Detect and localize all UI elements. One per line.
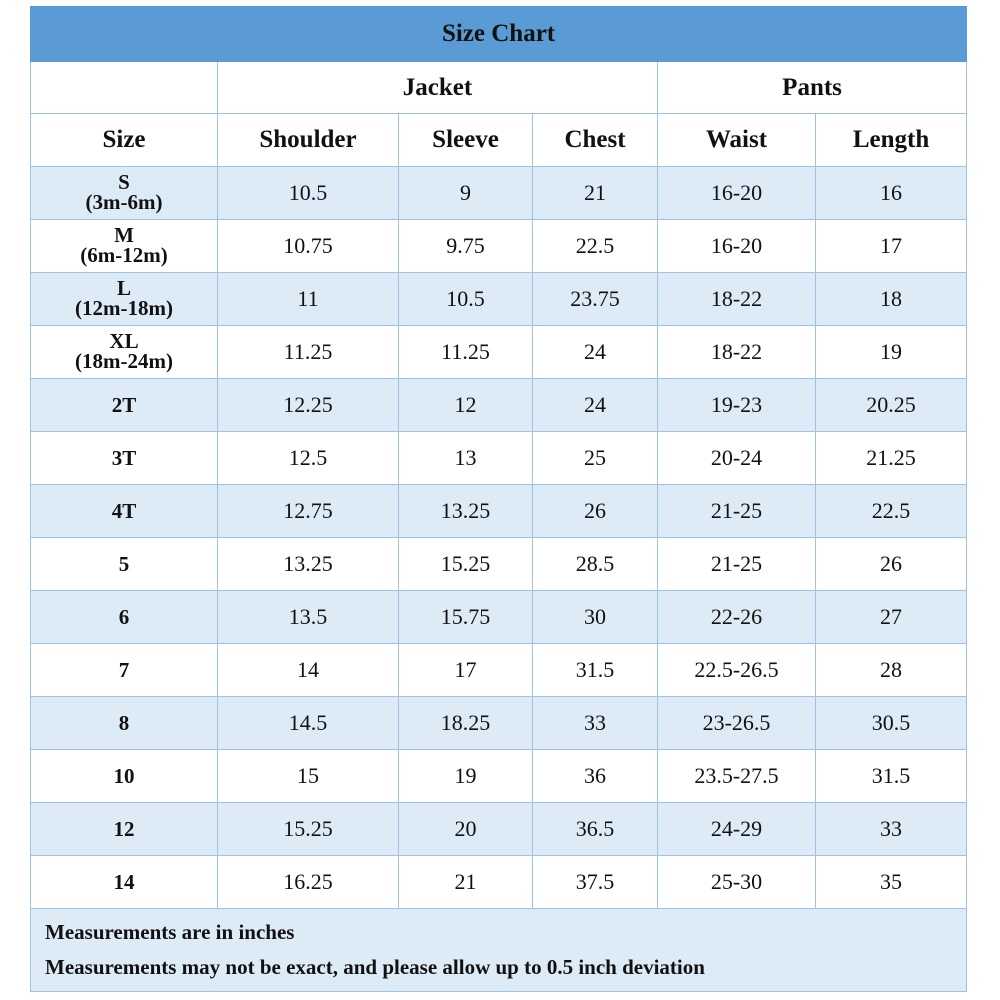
size-age-range: (3m-6m) xyxy=(85,190,163,214)
size-age-range: (6m-12m) xyxy=(80,243,168,267)
length-cell: 22.5 xyxy=(816,485,967,538)
chest-cell: 33 xyxy=(533,697,658,750)
shoulder-cell: 11.25 xyxy=(218,326,399,379)
chest-cell: 24 xyxy=(533,326,658,379)
shoulder-cell: 12.25 xyxy=(218,379,399,432)
length-cell: 20.25 xyxy=(816,379,967,432)
sleeve-cell: 13.25 xyxy=(399,485,533,538)
sleeve-cell: 12 xyxy=(399,379,533,432)
group-spacer xyxy=(31,62,218,114)
sleeve-cell: 17 xyxy=(399,644,533,697)
size-label: 10 xyxy=(113,764,135,788)
size-cell xyxy=(31,538,218,591)
size-cell xyxy=(31,220,218,273)
waist-cell: 18-22 xyxy=(658,326,816,379)
sleeve-cell: 21 xyxy=(399,856,533,909)
chest-cell: 31.5 xyxy=(533,644,658,697)
shoulder-cell: 14.5 xyxy=(218,697,399,750)
note-deviation: Measurements may not be exact, and please allow up to 0.5 inch deviation xyxy=(45,955,705,979)
size-label: 5 xyxy=(118,552,130,576)
sleeve-cell: 9 xyxy=(399,167,533,220)
table-row xyxy=(31,273,967,326)
waist-cell: 22-26 xyxy=(658,591,816,644)
table-row xyxy=(31,167,967,220)
shoulder-cell: 12.5 xyxy=(218,432,399,485)
chest-cell: 26 xyxy=(533,485,658,538)
chest-cell: 37.5 xyxy=(533,856,658,909)
size-label: M xyxy=(114,223,134,247)
size-chart-table xyxy=(30,6,967,992)
chest-cell: 36 xyxy=(533,750,658,803)
size-cell xyxy=(31,273,218,326)
waist-cell: 21-25 xyxy=(658,538,816,591)
waist-cell: 21-25 xyxy=(658,485,816,538)
group-header-row xyxy=(31,62,967,114)
waist-cell: 16-20 xyxy=(658,220,816,273)
shoulder-cell: 11 xyxy=(218,273,399,326)
table-row xyxy=(31,326,967,379)
size-label: S xyxy=(118,170,130,194)
table-row xyxy=(31,644,967,697)
size-cell xyxy=(31,485,218,538)
size-label: 4T xyxy=(111,499,137,523)
length-cell: 28 xyxy=(816,644,967,697)
col-header-waist: Waist xyxy=(658,114,816,167)
notes-cell xyxy=(31,909,967,992)
shoulder-cell: 10.5 xyxy=(218,167,399,220)
table-row xyxy=(31,538,967,591)
chart-title: Size Chart xyxy=(31,7,967,62)
shoulder-cell: 16.25 xyxy=(218,856,399,909)
size-label: 3T xyxy=(111,446,137,470)
table-row xyxy=(31,803,967,856)
length-cell: 31.5 xyxy=(816,750,967,803)
sleeve-cell: 10.5 xyxy=(399,273,533,326)
chest-cell: 30 xyxy=(533,591,658,644)
length-cell: 35 xyxy=(816,856,967,909)
sleeve-cell: 19 xyxy=(399,750,533,803)
chest-cell: 24 xyxy=(533,379,658,432)
sleeve-cell: 9.75 xyxy=(399,220,533,273)
col-header-shoulder: Shoulder xyxy=(218,114,399,167)
size-cell xyxy=(31,432,218,485)
waist-cell: 18-22 xyxy=(658,273,816,326)
column-header-row xyxy=(31,114,967,167)
length-cell: 17 xyxy=(816,220,967,273)
size-label: 7 xyxy=(118,658,130,682)
size-cell xyxy=(31,750,218,803)
size-label: 2T xyxy=(111,393,137,417)
chest-cell: 23.75 xyxy=(533,273,658,326)
waist-cell: 22.5-26.5 xyxy=(658,644,816,697)
table-row xyxy=(31,485,967,538)
chest-cell: 21 xyxy=(533,167,658,220)
group-jacket: Jacket xyxy=(218,62,658,114)
sleeve-cell: 18.25 xyxy=(399,697,533,750)
length-cell: 27 xyxy=(816,591,967,644)
length-cell: 21.25 xyxy=(816,432,967,485)
size-rows xyxy=(31,167,967,909)
size-age-range: (12m-18m) xyxy=(75,296,173,320)
shoulder-cell: 13.5 xyxy=(218,591,399,644)
size-cell xyxy=(31,591,218,644)
table-row xyxy=(31,220,967,273)
shoulder-cell: 12.75 xyxy=(218,485,399,538)
length-cell: 16 xyxy=(816,167,967,220)
group-pants: Pants xyxy=(658,62,967,114)
waist-cell: 16-20 xyxy=(658,167,816,220)
waist-cell: 19-23 xyxy=(658,379,816,432)
size-cell xyxy=(31,803,218,856)
shoulder-cell: 15.25 xyxy=(218,803,399,856)
length-cell: 30.5 xyxy=(816,697,967,750)
chest-cell: 36.5 xyxy=(533,803,658,856)
size-cell xyxy=(31,644,218,697)
size-label: L xyxy=(116,276,131,300)
sleeve-cell: 15.75 xyxy=(399,591,533,644)
chest-cell: 25 xyxy=(533,432,658,485)
shoulder-cell: 14 xyxy=(218,644,399,697)
table-row xyxy=(31,750,967,803)
length-cell: 33 xyxy=(816,803,967,856)
shoulder-cell: 15 xyxy=(218,750,399,803)
length-cell: 18 xyxy=(816,273,967,326)
size-cell xyxy=(31,697,218,750)
table-row xyxy=(31,697,967,750)
size-label: 12 xyxy=(113,817,135,841)
size-label: XL xyxy=(109,329,139,353)
size-age-range: (18m-24m) xyxy=(75,349,173,373)
size-label: 6 xyxy=(118,605,130,629)
waist-cell: 23.5-27.5 xyxy=(658,750,816,803)
note-units: Measurements are in inches xyxy=(45,920,295,944)
size-label: 8 xyxy=(118,711,130,735)
size-cell xyxy=(31,167,218,220)
waist-cell: 23-26.5 xyxy=(658,697,816,750)
chest-cell: 22.5 xyxy=(533,220,658,273)
table-row xyxy=(31,379,967,432)
sleeve-cell: 20 xyxy=(399,803,533,856)
sleeve-cell: 13 xyxy=(399,432,533,485)
table-row xyxy=(31,591,967,644)
col-header-chest: Chest xyxy=(533,114,658,167)
chest-cell: 28.5 xyxy=(533,538,658,591)
shoulder-cell: 13.25 xyxy=(218,538,399,591)
col-header-sleeve: Sleeve xyxy=(399,114,533,167)
size-label: 14 xyxy=(113,870,135,894)
waist-cell: 20-24 xyxy=(658,432,816,485)
col-header-length: Length xyxy=(816,114,967,167)
table-row xyxy=(31,856,967,909)
length-cell: 26 xyxy=(816,538,967,591)
col-header-size: Size xyxy=(31,114,218,167)
table-row xyxy=(31,432,967,485)
waist-cell: 24-29 xyxy=(658,803,816,856)
notes-row xyxy=(31,909,967,992)
title-row xyxy=(31,7,967,62)
waist-cell: 25-30 xyxy=(658,856,816,909)
shoulder-cell: 10.75 xyxy=(218,220,399,273)
length-cell: 19 xyxy=(816,326,967,379)
size-cell xyxy=(31,326,218,379)
sleeve-cell: 11.25 xyxy=(399,326,533,379)
sleeve-cell: 15.25 xyxy=(399,538,533,591)
size-cell xyxy=(31,379,218,432)
size-cell xyxy=(31,856,218,909)
